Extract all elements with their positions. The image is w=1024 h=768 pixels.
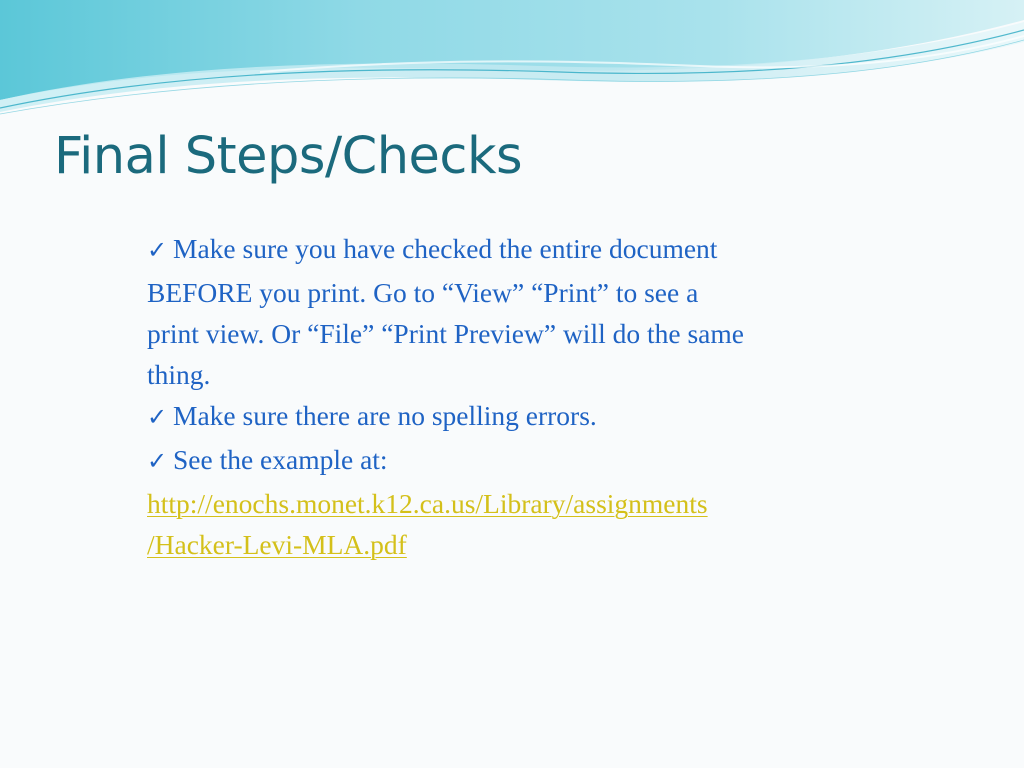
slide-title: Final Steps/Checks [54,127,523,186]
bullet-line: thing. [147,359,211,390]
example-link-line [147,483,927,524]
bullet-text: Make sure there are no spelling errors. [173,400,597,431]
bullet-text: Make sure you have checked the entire document [173,233,718,264]
example-link[interactable]: http://enochs.monet.k12.ca.us/Library/assignments [147,488,708,519]
bullet-line: print view. Or “File” “Print Preview” will do the same [147,318,744,349]
slide-body [147,228,927,565]
example-link-line [147,524,927,565]
bullet-line: BEFORE you print. Go to “View” “Print” to see a [147,277,699,308]
bullet-text: See the example at: [173,444,388,475]
bullet-item-spelling [147,395,927,439]
bullet-item-print-check [147,228,927,395]
header-wave-decoration [0,0,1024,120]
bullet-line [147,439,927,483]
example-link-continued[interactable]: /Hacker-Levi-MLA.pdf [147,529,407,560]
checkmark-icon: ✓ [147,238,168,264]
checkmark-icon: ✓ [147,405,168,431]
bullet-item-example [147,439,927,565]
checkmark-icon: ✓ [147,449,168,475]
bullet-line [147,228,927,272]
bullet-line [147,395,927,439]
